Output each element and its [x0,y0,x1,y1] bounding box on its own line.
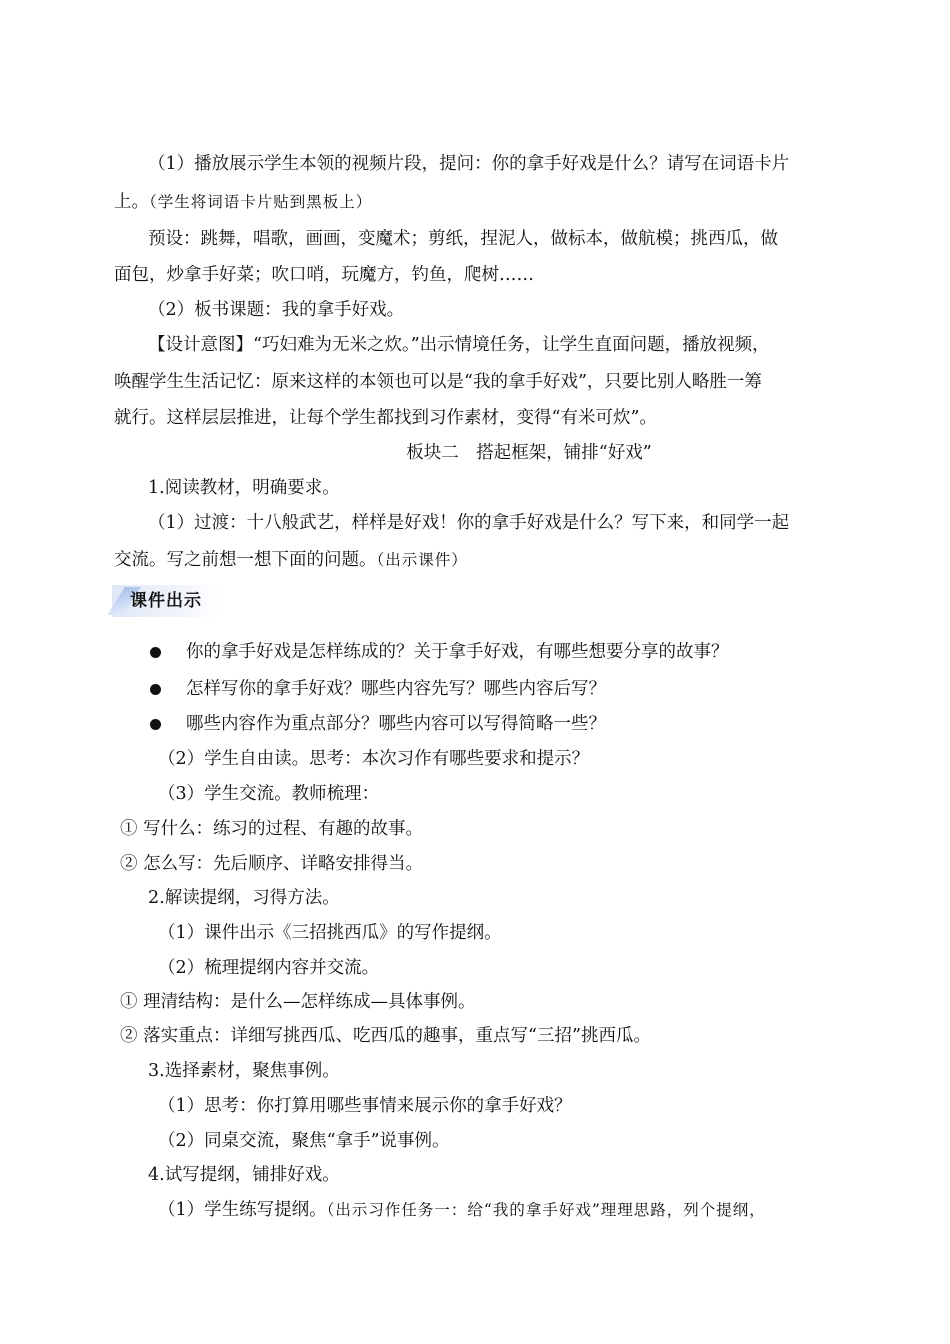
paragraph-line: 【设计意图】“巧妇难为无米之炊。”出示情境任务，让学生直面问题，播放视频， [148,335,770,355]
note-text: （学生将词语卡片贴到黑板上） [149,193,373,211]
paragraph-line: ② 怎么写：先后顺序、详略安排得当。 [120,854,424,874]
paragraph-line: （2）板书课题：我的拿手好戏。 [148,300,405,320]
paragraph-line: （3）学生交流。教师梳理： [158,784,380,804]
note-text: （出示课件） [376,551,468,569]
text: 上。 [114,192,149,212]
paragraph-line: 1.阅读教材，明确要求。 [148,478,340,498]
paragraph-line: ② 落实重点：详细写挑西瓜、吃西瓜的趣事，重点写“三招”挑西瓜。 [120,1026,651,1046]
bullet-icon [150,719,161,730]
note-text: （出示习作任务一：给“我的拿手好戏”理理思路，列个提纲， [326,1201,766,1219]
paragraph-line: （2）同桌交流，聚焦“拿手”说事例。 [158,1131,450,1151]
paragraph-line: （1）思考：你打算用哪些事情来展示你的拿手好戏？ [158,1096,572,1116]
courseware-badge [112,585,222,617]
bullet-icon [150,647,161,658]
paragraph-line [114,548,874,572]
paragraph-line: （2）梳理提纲内容并交流。 [158,958,380,978]
paragraph-line: 唤醒学生生活记忆：原来这样的本领也可以是“我的拿手好戏”，只要比别人略胜一筹 [114,372,762,392]
paragraph-line: 就行。这样层层推进，让每个学生都找到习作素材，变得“有米可炊”。 [114,408,657,428]
bullet-icon [150,684,161,695]
paragraph-line: 3.选择素材，聚焦事例。 [148,1061,340,1081]
paragraph-line: ① 写什么：练习的过程、有趣的故事。 [120,819,424,839]
paragraph-line: ① 理清结构：是什么—怎样练成—具体事例。 [120,992,476,1012]
paragraph-line: 面包，炒拿手好菜；吹口哨，玩魔方，钓鱼，爬树…… [114,265,534,285]
text: （1）学生练写提纲。 [158,1200,327,1220]
list-item-text: 你的拿手好戏是怎样练成的？关于拿手好戏，有哪些想要分享的故事？ [186,642,729,662]
section-heading: 板块二 搭起框架，铺排“好戏” [406,443,652,463]
paragraph-line: （1）过渡：十八般武艺，样样是好戏！你的拿手好戏是什么？写下来，和同学一起 [148,513,790,533]
paragraph-line [114,190,874,214]
paragraph-line: （1）播放展示学生本领的视频片段，提问：你的拿手好戏是什么？请写在词语卡片 [148,154,790,174]
paragraph-line: 预设：跳舞，唱歌，画画，变魔术；剪纸，捏泥人，做标本，做航模；挑西瓜，做 [148,229,778,249]
badge-label: 课件出示 [130,591,202,611]
paragraph-line: 4.试写提纲，铺排好戏。 [148,1165,340,1185]
list-item-text: 哪些内容作为重点部分？哪些内容可以写得简略一些？ [186,714,606,734]
paragraph-line: （2）学生自由读。思考：本次习作有哪些要求和提示？ [158,749,590,769]
list-item-text: 怎样写你的拿手好戏？哪些内容先写？哪些内容后写？ [186,679,606,699]
paragraph-line [158,1198,874,1222]
text: 交流。写之前想一想下面的问题。 [114,550,377,570]
paragraph-line: 2.解读提纲，习得方法。 [148,888,340,908]
paragraph-line: （1）课件出示《三招挑西瓜》的写作提纲。 [158,923,502,943]
